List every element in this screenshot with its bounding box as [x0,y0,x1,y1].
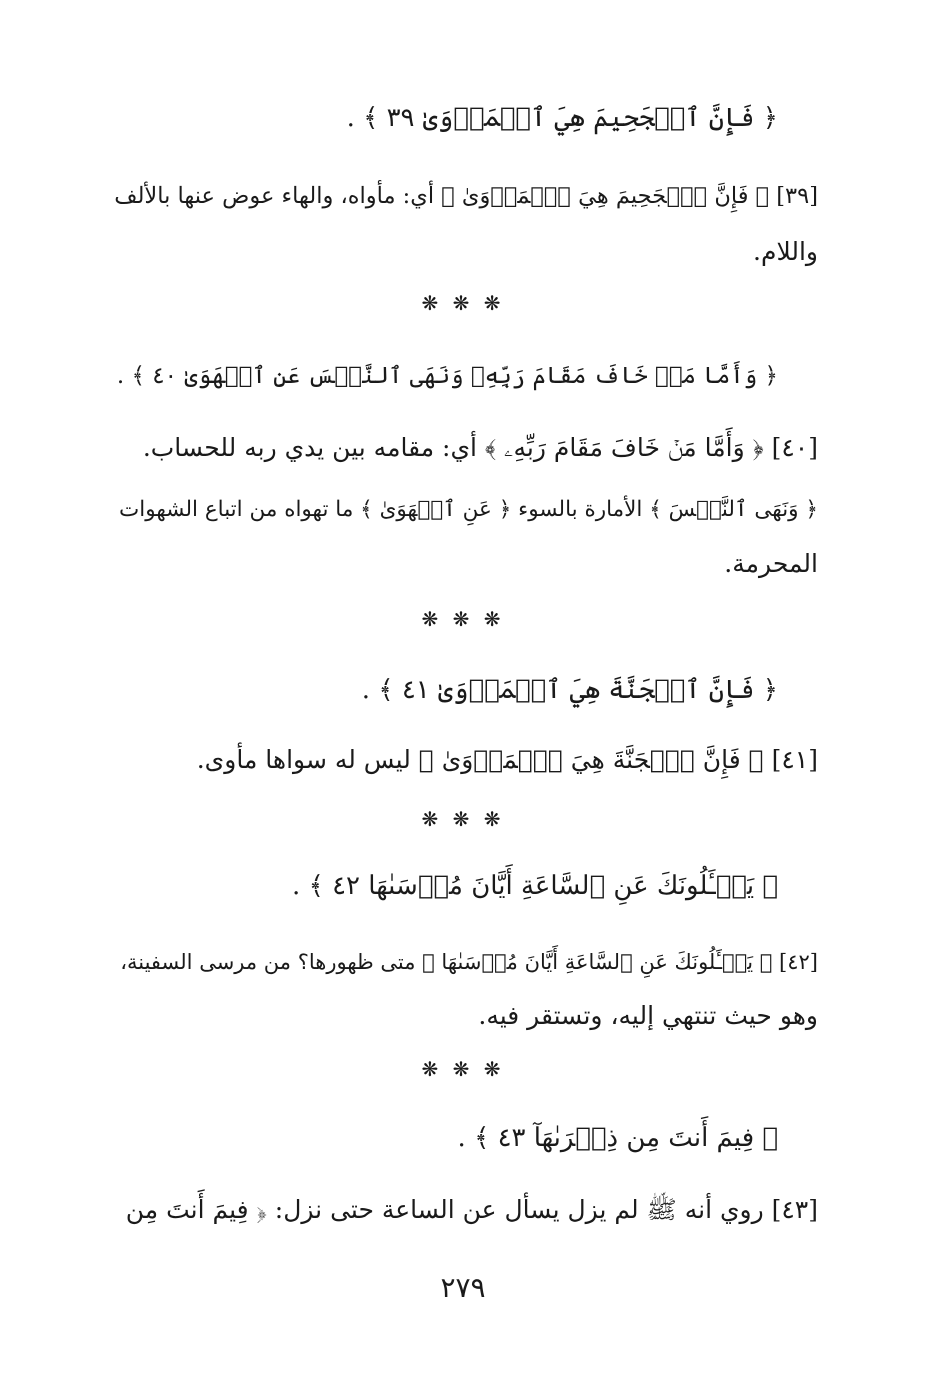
section-separator: ❋ ❋ ❋ [421,607,505,631]
section-separator: ❋ ❋ ❋ [421,291,505,315]
verse-42: ﴿ يَسۡـَٔلُونَكَ عَنِ ٱلسَّاعَةِ أَيَّانَ مُرۡسَىٰهَا ٤٢ ﴾ . [292,871,778,901]
commentary-42-line-1: [٤٢] ﴿ يَسۡـَٔلُونَكَ عَنِ ٱلسَّاعَةِ أَيَّانَ مُرۡسَىٰهَا ﴾ متى ظهورها؟ من مرسى السفينة، [120,950,818,974]
verse-40: ﴿ وَأَمَّا مَنۡ خَافَ مَقَامَ رَبِّهِۦ وَنَهَى ٱلنَّفۡسَ عَنِ ٱلۡهَوَىٰ ٤٠ ﴾ . [116,363,778,389]
commentary-42-line-2: وهو حيث تنتهي إليه، وتستقر فيه. [478,1001,818,1030]
commentary-39-line-1: [٣٩] ﴿ فَإِنَّ ٱلۡجَحِيمَ هِيَ ٱلۡمَأۡوَىٰ ﴾ أي: مأواه، والهاء عوض عنها بالألف [114,183,818,209]
section-separator: ❋ ❋ ❋ [421,1057,505,1081]
commentary-41-line-1: [٤١] ﴿ فَإِنَّ ٱلۡجَنَّةَ هِيَ ٱلۡمَأۡوَىٰ ﴾ ليس له سواها مأوى. [196,745,818,774]
section-separator: ❋ ❋ ❋ [421,807,505,831]
verse-43: ﴿ فِيمَ أَنتَ مِن ذِكۡرَىٰهَآ ٤٣ ﴾ . [457,1123,778,1153]
commentary-43-line-1: [٤٣] روي أنه ﷺ لم يزل يسأل عن الساعة حتى نزل: ﴿ فِيمَ أَنتَ مِن [125,1195,818,1224]
commentary-40-line-2: ﴿ وَنَهَى ٱلنَّفۡسَ ﴾ الأمارة بالسوء ﴿ عَنِ ٱلۡهَوَىٰ ﴾ ما تهواه من اتباع الشهوات [119,497,818,522]
verse-41: ﴿ فَإِنَّ ٱلۡجَنَّةَ هِيَ ٱلۡمَأۡوَىٰ ٤١ ﴾ . [361,675,778,705]
commentary-39-line-2: واللام. [753,237,818,266]
commentary-40-line-1: [٤٠] ﴿ وَأَمَّا مَنۡ خَافَ مَقَامَ رَبِّهِۦ ﴾ أي: مقامه بين يدي ربه للحساب. [142,433,818,462]
verse-39: ﴿ فَإِنَّ ٱلۡجَحِيمَ هِيَ ٱلۡمَأۡوَىٰ ٣٩ ﴾ . [346,103,778,133]
page-number: ٢٧٩ [440,1271,486,1304]
commentary-40-line-3: المحرمة. [724,549,818,578]
